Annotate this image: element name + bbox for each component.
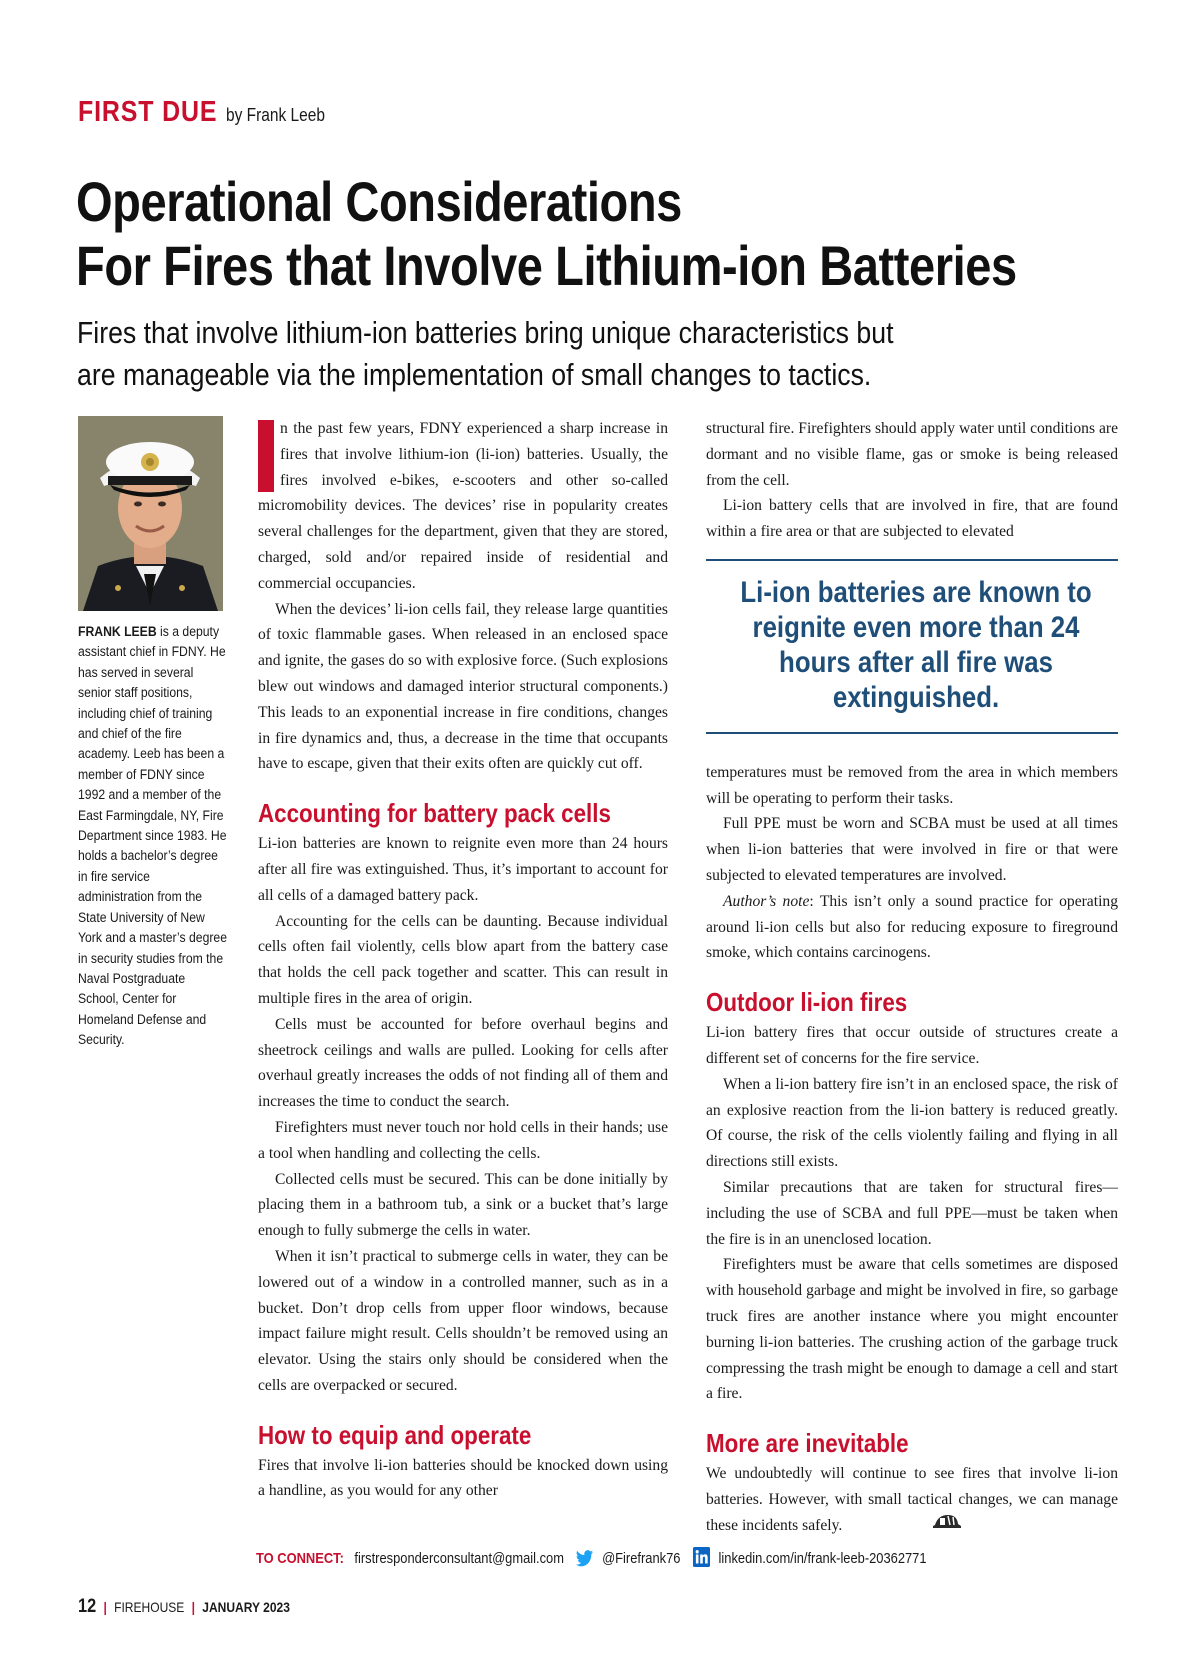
equip-paragraph-1-end: structural fire. Firefighters should apply water until conditions are dormant and no visible flame, gas or smoke is being released from the cell. [706,420,1118,489]
folio-separator-1: | [103,1599,107,1615]
equip-paragraph-2-start: Li-ion battery cells that are involved in fire, that are found within a fire area or that are subjected to elevated [706,497,1118,541]
section-heading-outdoor-text: Outdoor li-ion fires [706,987,908,1018]
headline-line-1: Operational Considerations [76,170,682,233]
deck [77,312,1177,396]
author-portrait-icon [78,416,223,611]
connect-label: TO CONNECT: [256,1550,344,1567]
author-photo [78,416,223,611]
author-bio-text: is a deputy assistant chief in FDNY. He has served in several senior staff positions, including chief of training and chief of the fire academy. Leeb has been a member of FDNY since 1992 and a member of the East Farmingdale, NY, Fire Department since 1983. He holds a bachelor’s degree in fire service administration from the State University of New York and a master’s degree in security studies from the Naval Postgraduate School, Center for Homeland Defense and Security. [78,624,227,1049]
fire-helmet-icon [932,1513,962,1539]
accounting-paragraph-6: When it isn’t practical to submerge cells in water, they can be lowered out of a window in a controlled manner, such as in a bucket. Don’t drop cells from upper floor windows, because impact failure might result. Cells shouldn’t be removed using an elevator. Using the stairs only should be considered when the cells are overpacked or secured. [258,1247,668,1394]
outdoor-paragraph-4: Firefighters must be aware that cells sometimes are disposed with household garbage and might be involved in fire, so garbage truck fires are another instance where you might encounter burning li-ion batteries. The crushing action of the garbage truck compressing the trash might be enough to damage a cell and start a fire. [706,1256,1118,1403]
section-heading-equip-text: How to equip and operate [258,1419,532,1450]
accounting-paragraph-1: Li-ion batteries are known to reignite even more than 24 hours after all fire was extinguished. Thus, it’s important to account for all cells of a damaged battery pack. [258,835,668,904]
headline [76,170,1126,298]
twitter-icon [576,1550,593,1571]
linkedin-icon [693,1547,710,1571]
authors-note-text: : This isn’t only a sound practice for operating around li-ion cells but also for reducing exposure to fireground smoke, which contains carcinogens. [706,892,1118,962]
intro-paragraph-1 [258,416,668,597]
drop-cap [258,420,274,492]
section-header [78,96,341,129]
inevitable-paragraph-text: We undoubtedly will continue to see fires that involve li-ion batteries. However, with small tactical changes, we can manage these incidents safely. [706,1465,1118,1534]
contact-email[interactable]: firstresponderconsultant@gmail.com [354,1550,564,1567]
deck-line-2: are manageable via the implementation of small changes to tactics. [77,357,872,392]
accounting-paragraph-4: Firefighters must never touch nor hold cells in their hands; use a tool when handling and collecting the cells. [258,1118,668,1162]
inevitable-paragraph [706,1461,1118,1539]
equip-paragraph-1-start: Fires that involve li-ion batteries should be knocked down using a handline, as you would for any other [258,1456,668,1500]
accounting-paragraph-2: Accounting for the cells can be daunting. Because individual cells often fail violently, cells blow apart from the battery case that holds the cell pack together and scatter. This can result in multiple fires in the area of origin. [258,912,668,1007]
accounting-paragraph-3: Cells must be accounted for before overhaul begins and sheetrock ceilings and walls are pulled. Looking for cells after overhaul greatly increases the odds of not finding all of them and increases the time to conduct the search. [258,1015,668,1111]
linkedin-url[interactable]: linkedin.com/in/frank-leeb-20362771 [718,1550,927,1567]
section-heading-accounting-text: Accounting for battery pack cells [258,798,611,829]
issue-date: JANUARY 2023 [202,1599,290,1615]
section-label: FIRST DUE [78,96,218,128]
equip-paragraph-2-end: temperatures must be removed from the area in which members will be operating to perform their tasks. [706,763,1118,807]
deck-line-1: Fires that involve lithium-ion batteries bring unique characteristics but [77,315,894,350]
author-bio [78,622,228,1051]
pull-quote-text: Li-ion batteries are known to reignite even more than 24 hours after all fire was extinguished. [740,575,1092,714]
authors-note-label: Author’s note [723,892,810,910]
article-column-right [706,416,1118,1539]
section-heading-inevitable [706,1427,1118,1459]
folio [78,1596,324,1618]
outdoor-paragraph-3: Similar precautions that are taken for structural fires—including the use of SCBA and full PPE—must be taken when the fire is in an unenclosed location. [706,1178,1118,1248]
section-heading-inevitable-text: More are inevitable [706,1428,909,1459]
page-number: 12 [78,1596,97,1617]
intro-paragraph-2: When the devices’ li-ion cells fail, they release large quantities of toxic flammable gases. When released in an enclosed space and ignite, the gases do so with explosive force. (Such explosions blew out windows and damaged interior structural components.) This leads to an exponential increase in fire conditions, changes in fire dynamics and, thus, a decrease in the time that occupants have to escape, given that their exits often are quickly cut off. [258,600,668,773]
section-heading-accounting [258,797,668,829]
outdoor-paragraph-1: Li-ion battery fires that occur outside of structures create a different set of concerns for the fire service. [706,1024,1118,1067]
pull-quote [706,559,1118,734]
equip-paragraph-3: Full PPE must be worn and SCBA must be used at all times when li-ion batteries that were involved in fire or that were subjected to elevated temperatures are involved. [706,815,1118,884]
author-name: FRANK LEEB [78,624,157,640]
twitter-handle[interactable]: @Firefrank76 [602,1550,681,1567]
byline: by Frank Leeb [226,105,326,125]
accounting-paragraph-5: Collected cells must be secured. This can be done initially by placing them in a bathroom tub, a sink or a bucket that’s large enough to fully submerge the cells in water. [258,1170,668,1240]
article-column-middle [258,416,668,1504]
intro-text-1: n the past few years, FDNY experienced a sharp increase in fires that involve lithium-ion (li-ion) batteries. Usually, the fires involved e-bikes, e-scooters and other so-called micromobility devices. The devices’ rise in popularity creates several challenges for the department, given that they are stored, charged, sold and/or repaired inside of residential and commercial occupancies. [258,420,668,592]
authors-note [706,889,1118,966]
outdoor-paragraph-2: When a li-ion battery fire isn’t in an enclosed space, the risk of an explosive reaction from the li-ion battery is reduced greatly. Of course, the risk of the cells violently failing and flying in all directions still exists. [706,1075,1118,1171]
section-heading-equip [258,1419,668,1451]
publication-name: FIREHOUSE [114,1599,185,1615]
headline-line-2: For Fires that Involve Lithium-ion Batteries [76,234,1017,297]
section-heading-outdoor [706,986,1118,1018]
connect-line [256,1547,1036,1571]
folio-separator-2: | [191,1599,195,1615]
